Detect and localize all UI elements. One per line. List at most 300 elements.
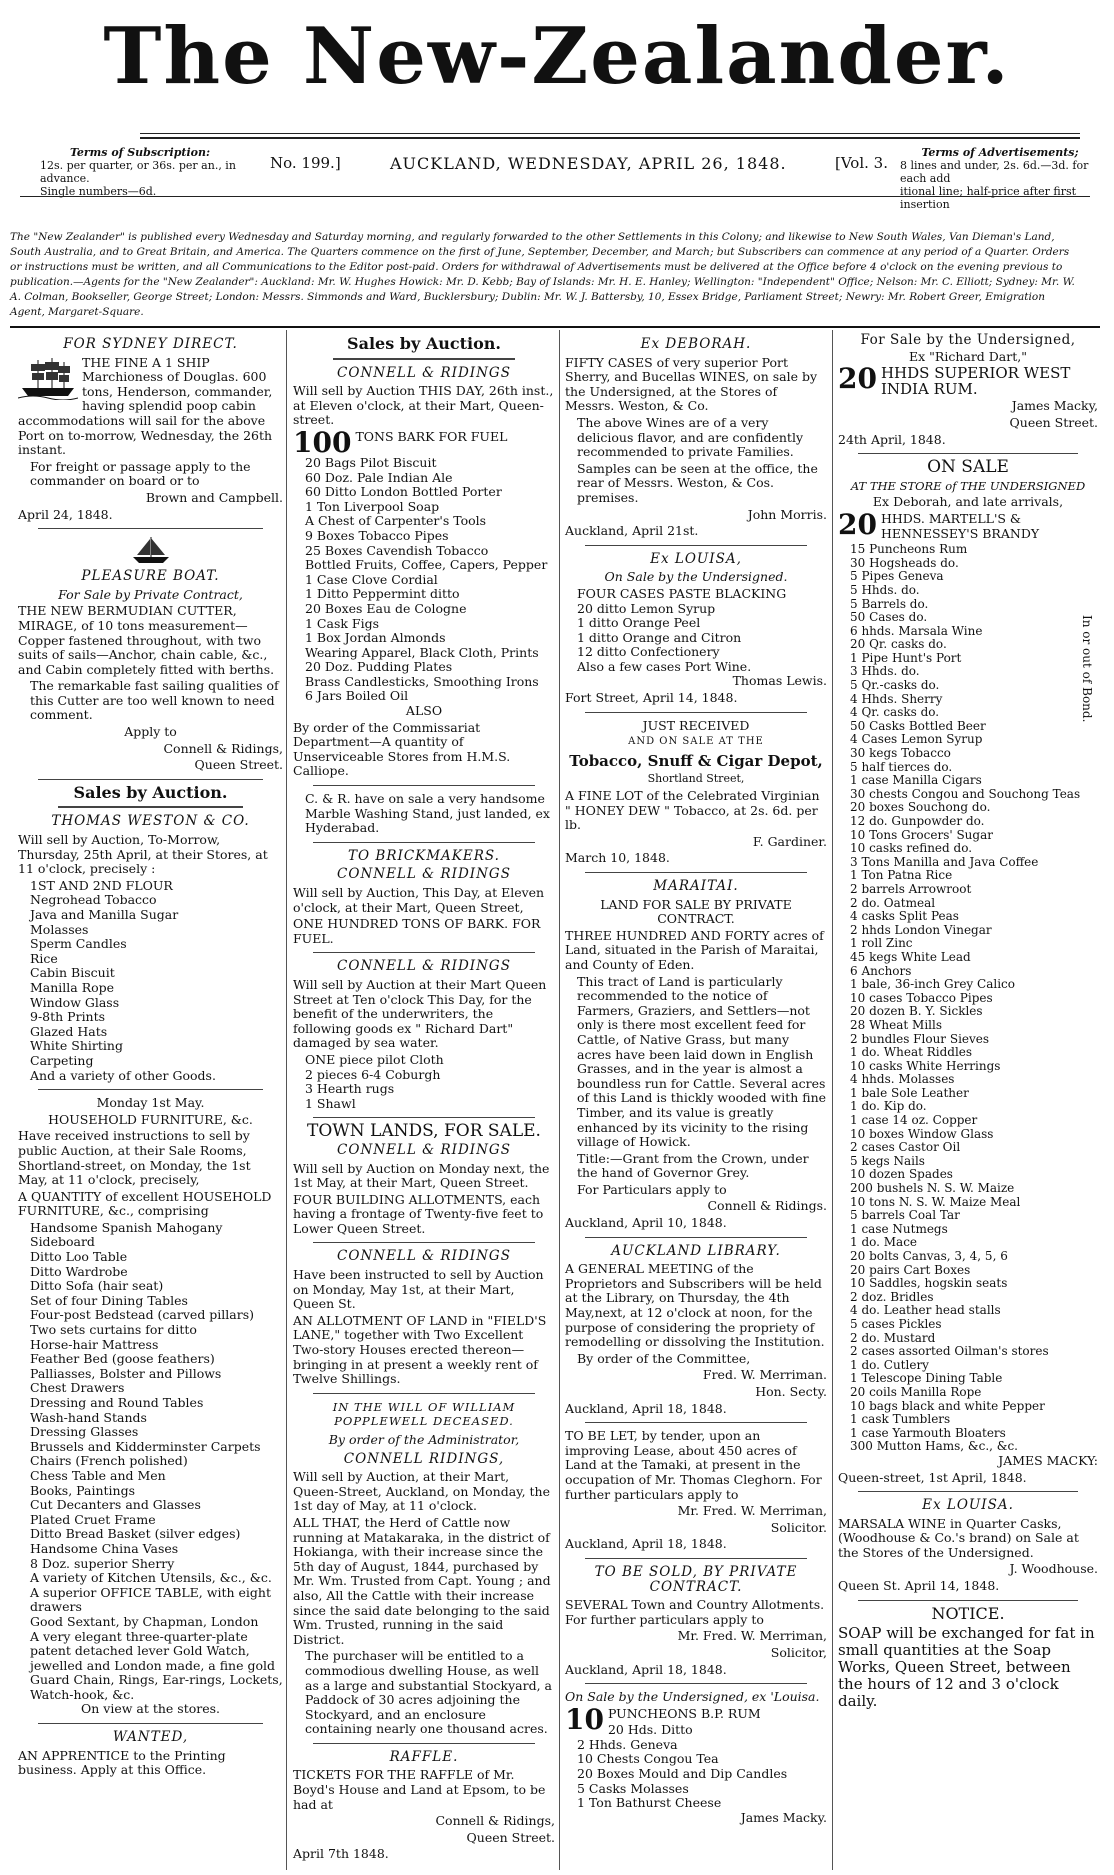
list-item: Sperm Candles xyxy=(30,936,127,952)
item-list xyxy=(18,879,283,1083)
ad-body: TO BE LET, by tender, upon an improving Lease, about 450 acres of Land at the Tamaki, at present in the occupation of Mr. Thomas Cleghorn. For further particulars apply to xyxy=(565,1428,822,1502)
ad-body: TICKETS FOR THE RAFFLE of Mr. Boyd's House and Land at Epsom, to be had at xyxy=(293,1767,546,1812)
ad-big-number: 20 xyxy=(838,507,877,541)
ad-heading: On Sale by the Undersigned, ex 'Louisa. xyxy=(565,1689,820,1705)
list-item: 20 dozen B. Y. Sickles xyxy=(850,1004,983,1019)
list-item: Window Glass xyxy=(30,994,120,1010)
list-item: 2 hhds London Vinegar xyxy=(850,922,992,937)
list-item: 10 boxes Window Glass xyxy=(850,1126,994,1141)
divider xyxy=(313,1393,535,1394)
list-item: A superior OFFICE TABLE, with eight drawers xyxy=(30,1584,271,1615)
list-item: 2 cases assorted Oilman's stores xyxy=(850,1344,1049,1359)
list-item: Glazed Hats xyxy=(30,1023,108,1039)
list-item: 25 Boxes Cavendish Tobacco xyxy=(305,542,489,558)
info-rule xyxy=(20,196,1090,197)
subscription-terms-line: 12s. per quarter, or 36s. per an., in advance. xyxy=(40,159,236,185)
list-item: 20 Hds. Ditto xyxy=(607,1722,693,1738)
ad-body: Will sell by Auction on Monday next, the 1st May, at their Mart, Queen Street. xyxy=(293,1160,550,1191)
divider xyxy=(313,1242,535,1243)
dateline: AUCKLAND, WEDNESDAY, APRIL 26, 1848. xyxy=(390,154,787,173)
list-item: Brass Candlesticks, Smoothing Irons xyxy=(305,673,539,689)
ad-date: April 24, 1848. xyxy=(18,506,113,522)
list-item: 20 Doz. Pudding Plates xyxy=(305,659,453,675)
list-item: Wash-hand Stands xyxy=(30,1409,147,1425)
ad-body: Have received instructions to sell by public Auction, at their Sale Rooms, Shortland-street, on Monday, the 1st May, at 11 o'clock, precisely, xyxy=(18,1128,251,1188)
ad-body: For freight or passage apply to the commander on board or to xyxy=(30,458,251,489)
ad-body: The remarkable fast sailing qualities of this Cutter are too well known to need comment. xyxy=(30,678,279,723)
ad-lead: TONS BARK FOR FUEL xyxy=(355,428,508,444)
list-item: White Shirting xyxy=(30,1038,123,1054)
ad-heading: Tobacco, Snuff & Cigar Depot, xyxy=(569,751,823,770)
ad-signature: Queen Street. xyxy=(194,757,283,773)
ad-body: ALSO xyxy=(405,703,443,719)
list-item: 20 bolts Canvas, 3, 4, 5, 6 xyxy=(850,1249,1008,1263)
list-item: 4 Hhds. Sherry xyxy=(850,691,943,706)
list-item: Palliasses, Bolster and Pillows xyxy=(30,1365,222,1381)
ad-body: FIFTY CASES of very superior Port Sherry, and Bucellas WINES, on sale by the Undersigned, at the Stores of Messrs. Weston, & Co. xyxy=(565,354,818,414)
list-item: 10 Saddles, hogskin seats xyxy=(850,1276,1008,1291)
list-item: 3 Hhds. do. xyxy=(850,664,920,679)
list-item: 1 roll Zinc xyxy=(850,936,913,951)
list-item: Ditto Loo Table xyxy=(30,1249,128,1265)
ad-signature: F. Gardiner. xyxy=(752,833,827,849)
ad-heading: THOMAS WESTON & CO. xyxy=(51,813,250,830)
list-item: 1 do. Mace xyxy=(850,1235,918,1250)
list-item: 1 Ton Liverpool Soap xyxy=(305,498,440,514)
list-item: 30 Hogsheads do. xyxy=(850,555,959,570)
list-item: 5 Qr.-casks do. xyxy=(850,678,940,693)
ad-body: SOAP will be exchanged for fat in small quantities at the Soap Works, Queen Street, between the hours of 12 and 3 o'clock daily. xyxy=(838,1624,1095,1711)
list-item: Wearing Apparel, Black Cloth, Prints xyxy=(305,644,539,660)
ad-signature: Mr. Fred. W. Merriman, xyxy=(677,1628,827,1644)
divider xyxy=(585,1237,807,1238)
ad-body: A GENERAL MEETING of the Proprietors and Subscribers will be held at the Library, on Thursday, the 4th May,next, at 12 o'clock at noon, for the purpose of considering the propriety of remodelling or dissolving the Institution. xyxy=(565,1261,825,1350)
ad-body: Apply to xyxy=(124,724,177,740)
ad-date: Auckland, April 21st. xyxy=(565,523,699,539)
list-item: 10 dozen Spades xyxy=(850,1167,953,1182)
ad-subheading: Shortland Street, xyxy=(647,772,745,786)
ad-subheading: Ex "Richard Dart," xyxy=(909,348,1027,364)
ad-heading: CONNELL RIDINGS, xyxy=(343,1450,505,1467)
list-item: And a variety of other Goods. xyxy=(30,1067,216,1083)
ad-date: Auckland, April 18, 1848. xyxy=(565,1400,727,1416)
list-item: 28 Wheat Mills xyxy=(850,1017,942,1032)
list-item: 12 do. Gunpowder do. xyxy=(850,814,985,828)
list-item: Bottled Fruits, Coffee, Capers, Pepper xyxy=(305,557,548,573)
advertisement-terms-heading: Terms of Advertisements; xyxy=(921,146,1079,159)
list-item: Handsome Spanish Mahogany Sideboard xyxy=(30,1219,223,1250)
column-3 xyxy=(565,333,827,1827)
ad-body: By order of the Commissariat Department—A quantity of Unserviceable Stores from H.M.S. Calliope. xyxy=(293,719,511,779)
ad-lead: HHDS SUPERIOR WEST INDIA RUM. xyxy=(880,364,1071,398)
list-item: 4 do. Leather head stalls xyxy=(850,1303,1001,1318)
list-item: 1 do. Wheat Riddles xyxy=(850,1045,973,1060)
list-item: 10 casks refined do. xyxy=(850,841,973,856)
list-item: A very elegant three-quarter-plate patent detached lever Gold Watch, jewelled and London made, a fine gold Guard Chain, Rings, Ear-rings, Lockets, Watch-hook, &c. xyxy=(30,1628,283,1702)
ad-body: AN ALLOTMENT OF LAND in "FIELD'S LANE," together with Two Excellent Two-story Houses erected thereon—bringing in at present a weekly rent of Twelve Shillings. xyxy=(293,1312,547,1387)
ad-body: This tract of Land is particularly recommended to the notice of Farmers, Graziers, and Settlers—not only is there most excellent feed for Cattle, of Native Grass, but many acres have been laid down in English Grasses, and in the year is almost a boundless run for Cattle. Several acres of this Land is thickly wooded with fine Timber, and its value is greatly enhanced by its vicinity to the rising village of Howick. xyxy=(577,973,827,1150)
list-item: ONE piece pilot Cloth xyxy=(305,1051,444,1067)
ad-signature: Thomas Lewis. xyxy=(732,673,827,689)
ad-heading: CONNELL & RIDINGS xyxy=(337,1248,511,1265)
ad-date: April 7th 1848. xyxy=(293,1846,389,1862)
list-item: Manilla Rope xyxy=(30,979,115,995)
list-item: 10 Chests Congou Tea xyxy=(577,1751,719,1767)
ad-subheading: AT THE STORE of THE UNDERSIGNED xyxy=(850,478,1086,493)
ad-body: A FINE LOT of the Celebrated Virginian " HONEY DEW " Tobacco, at 2s. 6d. per lb. xyxy=(565,788,820,833)
list-item: 4 Qr. casks do. xyxy=(850,705,940,720)
divider xyxy=(313,1743,535,1744)
boat-icon xyxy=(129,535,173,565)
item-list xyxy=(838,543,1098,1454)
list-item: 5 Pipes Geneva xyxy=(850,569,944,584)
list-item: 10 Tons Grocers' Sugar xyxy=(850,827,993,842)
ad-signature: James Macky. xyxy=(740,1809,827,1825)
ad-heading: For Sale by the Undersigned, xyxy=(860,332,1076,348)
section-heading: Sales by Auction. xyxy=(73,782,228,802)
ad-heading: RAFFLE. xyxy=(389,1748,459,1765)
ad-signature: Connell & Ridings, xyxy=(163,740,283,756)
item-list xyxy=(565,587,827,675)
list-item: Two sets curtains for ditto xyxy=(30,1322,197,1338)
ad-signature: James Macky, xyxy=(1011,398,1098,414)
list-item: Set of four Dining Tables xyxy=(30,1292,188,1308)
list-item: Also a few cases Port Wine. xyxy=(577,658,752,674)
ad-signature: J. Woodhouse. xyxy=(1009,1561,1098,1577)
list-item: 2 Hhds. Geneva xyxy=(577,1736,678,1752)
column-1 xyxy=(18,333,283,1780)
list-item: 1 Box Jordan Almonds xyxy=(305,630,446,646)
item-list xyxy=(293,1053,555,1111)
column-4 xyxy=(838,333,1098,1712)
ad-subheading: HOUSEHOLD FURNITURE, &c. xyxy=(48,1111,253,1127)
list-item: Ditto Wardrobe xyxy=(30,1263,128,1279)
list-item: 8 Doz. superior Sherry xyxy=(30,1555,175,1571)
ad-body: By order of the Committee, xyxy=(577,1350,751,1366)
list-item: Ditto Bread Basket (silver edges) xyxy=(30,1526,241,1542)
ad-date: March 10, 1848. xyxy=(565,850,670,866)
list-item: 1ST AND 2ND FLOUR xyxy=(30,877,173,893)
list-item: Feather Bed (goose feathers) xyxy=(30,1351,215,1367)
list-item: Plated Cruet Frame xyxy=(30,1511,156,1527)
ad-heading: Monday 1st May. xyxy=(96,1095,205,1111)
ad-heading: CONNELL & RIDINGS xyxy=(337,1141,511,1158)
divider xyxy=(38,779,263,780)
ad-body: The purchaser will be entitled to a commodious dwelling House, as well as a large and substantial Stockyard, a Paddock of 30 acres adjoining the Stockyard, and an enclosure containing nearly one thousand acres. xyxy=(305,1648,552,1737)
subscription-terms-heading: Terms of Subscription: xyxy=(69,146,211,159)
list-item: 1 ditto Orange and Citron xyxy=(577,629,742,645)
list-item: 20 Boxes Mould and Dip Candles xyxy=(577,1766,788,1782)
ad-heading: TOWN LANDS, FOR SALE. xyxy=(307,1121,541,1142)
list-item: 1 Ton Patna Rice xyxy=(850,868,953,883)
ad-body: Will sell by Auction, To-Morrow, Thursday, 25th April, at their Stores, at 11 o'clock, precisely : xyxy=(18,832,268,877)
masthead-title: The New-Zealander. xyxy=(103,11,1011,102)
list-item: 45 kegs White Lead xyxy=(850,949,971,964)
ad-date: Fort Street, April 14, 1848. xyxy=(565,690,738,706)
list-item: Handsome China Vases xyxy=(30,1540,179,1556)
list-item: A Chest of Carpenter's Tools xyxy=(305,513,487,529)
column-divider xyxy=(286,330,287,1870)
list-item: 60 Doz. Pale Indian Ale xyxy=(305,469,453,485)
list-item: 30 chests Congou and Souchong Teas xyxy=(850,786,1081,801)
ad-body: Samples can be seen at the office, the rear of Messrs. Weston, & Cos. premises. xyxy=(577,460,818,505)
list-item: 20 Qr. casks do. xyxy=(850,637,947,652)
list-item: 15 Puncheons Rum xyxy=(850,542,968,557)
list-item: Chairs (French polished) xyxy=(30,1453,188,1469)
list-item: 2 bundles Flour Sieves xyxy=(850,1031,990,1046)
ad-signature: JAMES MACKY: xyxy=(998,1452,1098,1468)
item-list xyxy=(565,1723,827,1811)
ad-heading: Ex LOUISA. xyxy=(922,1497,1014,1514)
list-item: Chest Drawers xyxy=(30,1380,125,1396)
divider xyxy=(585,1558,807,1559)
divider xyxy=(858,1600,1078,1601)
ad-signature: Mr. Fred. W. Merriman, xyxy=(677,1503,827,1519)
divider xyxy=(58,806,243,808)
ad-signature: John Morris. xyxy=(747,506,827,522)
list-item: 10 tons N. S. W. Maize Meal xyxy=(850,1194,1021,1209)
list-item: 20 Bags Pilot Biscuit xyxy=(305,454,437,470)
divider xyxy=(585,545,807,546)
list-item: 20 ditto Lemon Syrup xyxy=(577,600,716,616)
ad-body: Have been instructed to sell by Auction on Monday, May 1st, at their Mart, Queen St. xyxy=(293,1267,544,1312)
ad-heading: CONNELL & RIDINGS xyxy=(337,364,511,381)
divider xyxy=(38,1089,263,1090)
list-item: 2 cases Castor Oil xyxy=(850,1140,961,1155)
list-item: 6 hhds. Marsala Wine xyxy=(850,623,983,638)
ad-body: SEVERAL Town and Country Allotments. For further particulars apply to xyxy=(565,1597,825,1627)
ad-lead: HHDS. MARTELL'S & HENNESSEY'S BRANDY xyxy=(880,510,1040,541)
divider xyxy=(38,1723,263,1724)
list-item: 2 do. Oatmeal xyxy=(850,895,936,910)
list-item: 4 hhds. Molasses xyxy=(850,1072,955,1087)
ad-date: Auckland, April 18, 1848. xyxy=(565,1661,727,1677)
ad-body: Will sell by Auction, This Day, at Eleven o'clock, at their Mart, Queen Street, xyxy=(293,885,545,915)
list-item: 1 cask Tumblers xyxy=(850,1412,951,1427)
column-top-rule xyxy=(10,326,1100,328)
list-item: 1 Ton Bathurst Cheese xyxy=(577,1795,722,1811)
list-item: 1 Shawl xyxy=(305,1095,356,1111)
list-item: Rice xyxy=(30,950,58,966)
ad-heading: WANTED, xyxy=(112,1729,189,1746)
ad-lead: PUNCHEONS B.P. RUM xyxy=(607,1705,761,1721)
list-item: 3 Tons Manilla and Java Coffee xyxy=(850,854,1039,869)
list-item: Dressing Glasses xyxy=(30,1424,139,1440)
ad-heading: PLEASURE BOAT. xyxy=(81,568,220,585)
list-item: 2 pieces 6-4 Coburgh xyxy=(305,1066,441,1082)
list-item: 6 Jars Boiled Oil xyxy=(305,688,409,704)
list-item: Brussels and Kidderminster Carpets xyxy=(30,1438,261,1454)
ad-body: MARSALA WINE in Quarter Casks, (Woodhouse & Co.'s brand) on Sale at the Stores of the Undersigned. xyxy=(838,1515,1079,1560)
list-item: 50 Cases do. xyxy=(850,610,928,625)
advertisement-terms-line: itional line; half-price after first insertion xyxy=(900,185,1077,211)
column-2 xyxy=(293,333,555,1864)
ad-heading: AUCKLAND LIBRARY. xyxy=(611,1242,781,1259)
ad-body: Will sell by Auction THIS DAY, 26th inst., at Eleven o'clock, at their Mart, Queen-street. xyxy=(293,383,554,428)
list-item: 1 ditto Orange Peel xyxy=(577,615,701,631)
list-item: 9 Boxes Tobacco Pipes xyxy=(305,527,449,543)
publication-notice: The "New Zealander" is published every Wednesday and Saturday morning, and regularly forwarded to the other Settlements in this Colony; and likewise to New South Wales, Van Dieman's Land, South Australia, and to Great Britain, and America. The Quarters commence on the first of June, September, December, and March; but Subscribers can commence at any period of a Quarter. Orders or instructions must be written, and all Communications to the Editor post-paid. Orders for withdrawal of Advertisements must be delivered at the Office before 4 o'clock on the evening previous to publication.—Agents for the "New Zealander": Auckland: Mr. W. Hughes Howick: Mr. D. Kebb; Bay of Islands: Mr. H. E. Hanley; Wellington: "Independent" Office; Nelson: Mr. C. Elliott; Sydney: Mr. W. A. Colman, Bookseller, George Street; London: Messrs. Simmonds and Ward, Bucklersbury; Dublin: Mr. W. J. Battersby, 10, Essex Bridge, Parliament Street; Newry: Mr. Robert Greer, Emigration Agent, Margaret-Square. xyxy=(10,231,1075,318)
item-list xyxy=(293,456,555,704)
ad-subheading: By order of the Administrator, xyxy=(328,1432,520,1447)
list-item: 2 do. Mustard xyxy=(850,1330,936,1345)
column-divider xyxy=(832,330,833,1870)
ad-body: For Particulars apply to xyxy=(577,1181,727,1197)
ad-body: Ex Deborah, and late arrivals, xyxy=(872,494,1064,510)
ad-body: FOUR BUILDING ALLOTMENTS, each having a frontage of Twenty-five feet to Lower Queen Street. xyxy=(293,1191,544,1236)
ad-big-number: 10 xyxy=(565,1702,604,1736)
advertisement-terms-line: 8 lines and under, 2s. 6d.—3d. for each add xyxy=(900,159,1089,185)
divider xyxy=(313,952,535,953)
ad-body: THE FINE A 1 SHIP Marchioness of Douglas. 600 tons, Henderson, commander, having splendid poop cabin accommodations will sail for the above Port on to-morrow, Wednesday, the 26th instant. xyxy=(18,354,273,458)
divider xyxy=(858,1491,1078,1492)
subscription-terms-line: Single numbers—6d. xyxy=(40,185,157,198)
ad-signature: Solicitor. xyxy=(770,1519,827,1535)
list-item: 20 pairs Cart Boxes xyxy=(850,1262,971,1277)
list-item: 1 do. Cutlery xyxy=(850,1357,929,1372)
list-item: Cabin Biscuit xyxy=(30,965,115,981)
list-item: 1 case Manilla Cigars xyxy=(850,773,982,788)
divider xyxy=(313,785,535,786)
list-item: 2 barrels Arrowroot xyxy=(850,881,972,896)
ad-body: The above Wines are of a very delicious flavor, and are confidently recommended to private Families. xyxy=(577,414,804,460)
ad-heading: Ex LOUISA, xyxy=(650,550,742,567)
list-item: 6 Anchors xyxy=(850,963,912,978)
ad-heading: FOR SYDNEY DIRECT. xyxy=(63,336,238,352)
divider xyxy=(585,1683,807,1684)
ad-body: ALL THAT, the Herd of Cattle now running at Matakaraka, in the district of Hokianga, with their increase since the 5th day of August, 1844, purchased by Mr. Wm. Trusted from Capt. Young ; and also, All the Cattle with their increase since the said date belonging to the said Wm. Trusted, running in the said District. xyxy=(293,1514,551,1647)
list-item: 60 Ditto London Bottled Porter xyxy=(305,484,502,500)
list-item: 1 Ditto Peppermint ditto xyxy=(305,586,460,602)
list-item: 4 Cases Lemon Syrup xyxy=(850,732,983,747)
list-item: 4 casks Split Peas xyxy=(850,909,959,924)
ad-subheading: AND ON SALE AT THE xyxy=(628,736,764,748)
list-item: 5 barrels Coal Tar xyxy=(850,1208,960,1223)
ad-heading: CONNELL & RIDINGS xyxy=(337,866,511,883)
ad-body: C. & R. have on sale a very handsome Marble Washing Stand, just landed, ex Hyderabad. xyxy=(305,791,550,836)
list-item: Books, Paintings xyxy=(30,1482,136,1498)
ad-body: ONE HUNDRED TONS OF BARK. FOR FUEL. xyxy=(293,916,541,946)
list-item: 1 Case Clove Cordial xyxy=(305,571,438,587)
list-item: 50 Casks Bottled Beer xyxy=(850,718,986,733)
list-item: 20 boxes Souchong do. xyxy=(850,800,991,815)
list-item: 5 Casks Molasses xyxy=(577,1780,689,1796)
ad-big-number: 100 xyxy=(293,425,352,459)
ad-body: THREE HUNDRED AND FORTY acres of Land, situated in the Parish of Maraitai, and County of Eden. xyxy=(565,927,824,972)
list-item: 10 bags black and white Pepper xyxy=(850,1398,1045,1413)
divider xyxy=(313,842,535,843)
ad-signature: Brown and Campbell. xyxy=(145,489,283,505)
list-item: Good Sextant, by Chapman, London xyxy=(30,1613,259,1629)
list-item: Chess Table and Men xyxy=(30,1467,166,1483)
ad-signature: Hon. Secty. xyxy=(755,1384,827,1399)
ad-body: A QUANTITY of excellent HOUSEHOLD FURNITURE, &c., comprising xyxy=(18,1188,272,1219)
ad-heading: CONNELL & RIDINGS xyxy=(337,958,511,975)
list-item: 1 case 14 oz. Copper xyxy=(850,1113,978,1128)
list-item: 1 Cask Figs xyxy=(305,615,379,631)
list-item: Molasses xyxy=(30,921,89,937)
list-item: 30 kegs Tobacco xyxy=(850,746,951,761)
list-item: 3 Hearth rugs xyxy=(305,1081,395,1097)
ad-date: Queen-street, 1st April, 1848. xyxy=(838,1469,1027,1485)
list-item: Four-post Bedstead (carved pillars) xyxy=(30,1307,255,1323)
info-line xyxy=(40,146,1089,211)
list-item: 1 Telescope Dining Table xyxy=(850,1371,1003,1386)
bond-note: In or out of Bond. xyxy=(1080,615,1094,723)
ad-body: THE NEW BERMUDIAN CUTTER, MIRAGE, of 10 tons measurement—Copper fastened throughout, with two suits of sails—Anchor, chain cable, &c., and Cabin completely fitted with berths. xyxy=(18,603,275,677)
ad-heading: IN THE WILL OF WILLIAM POPPLEWELL DECEASED. xyxy=(332,1399,516,1429)
ad-body: On view at the stores. xyxy=(80,1701,221,1717)
list-item: 1 case Yarmouth Bloaters xyxy=(850,1425,1006,1440)
ad-body: Will sell by Auction, at their Mart, Queen-Street, Auckland, on Monday, the 1st day of May, at 11 o'clock. xyxy=(293,1469,550,1514)
ad-heading: ON SALE xyxy=(927,457,1009,478)
ad-subheading: On Sale by the Undersigned. xyxy=(604,569,788,585)
ad-date: Auckland, April 10, 1848. xyxy=(565,1215,727,1231)
divider xyxy=(858,453,1078,454)
ad-heading: Ex DEBORAH. xyxy=(640,336,752,352)
list-item: 9-8th Prints xyxy=(30,1009,106,1025)
ad-heading: JUST RECEIVED xyxy=(642,717,750,733)
list-item: 1 bale Sole Leather xyxy=(850,1085,969,1100)
divider xyxy=(585,712,807,713)
ad-signature: Connell & Ridings. xyxy=(707,1198,827,1214)
list-item: A variety of Kitchen Utensils, &c., &c. xyxy=(30,1570,272,1586)
ad-body: AN APPRENTICE to the Printing business. Apply at this Office. xyxy=(18,1747,226,1778)
masthead-rule xyxy=(140,133,1080,134)
ad-signature: Connell & Ridings, xyxy=(435,1813,555,1829)
list-item: 1 Pipe Hunt's Port xyxy=(850,650,962,665)
list-item: 20 coils Manilla Rope xyxy=(850,1384,982,1399)
issue-number: No. 199.] xyxy=(270,154,341,172)
ad-signature: Solicitor, xyxy=(770,1644,827,1660)
column-divider xyxy=(559,330,560,1870)
ad-body: Title:—Grant from the Crown, under the hand of Governor Grey. xyxy=(577,1150,809,1181)
list-item: 5 half tierces do. xyxy=(850,759,953,774)
list-item: Carpeting xyxy=(30,1052,94,1068)
ad-heading: TO BRICKMAKERS. xyxy=(348,847,500,864)
list-item: 5 Hhds. do. xyxy=(850,582,920,597)
ad-heading: MARAITAI. xyxy=(653,878,739,894)
divider xyxy=(333,358,515,360)
ad-body: Will sell by Auction at their Mart Queen Street at Ten o'clock This Day, for the benefit of the underwriters, the following goods ex " Richard Dart" damaged by sea water. xyxy=(293,976,547,1051)
divider xyxy=(313,1117,535,1118)
list-item: 20 Boxes Eau de Cologne xyxy=(305,600,467,616)
ad-heading: NOTICE. xyxy=(931,1603,1005,1623)
list-item: 12 ditto Confectionery xyxy=(577,644,720,660)
item-list xyxy=(18,1221,283,1703)
divider xyxy=(38,528,263,529)
list-item: Dressing and Round Tables xyxy=(30,1395,204,1410)
list-item: Ditto Sofa (hair seat) xyxy=(30,1278,164,1294)
ad-date: Queen St. April 14, 1848. xyxy=(838,1578,1000,1594)
list-item: 1 bale, 36-inch Grey Calico xyxy=(850,977,1015,992)
ad-subheading: LAND FOR SALE BY PRIVATE CONTRACT. xyxy=(600,896,792,927)
list-item: 10 casks White Herrings xyxy=(850,1058,1001,1073)
list-item: FOUR CASES PASTE BLACKING xyxy=(577,585,787,601)
divider xyxy=(585,1422,807,1423)
list-item: 5 cases Pickles xyxy=(850,1316,942,1331)
ad-subheading: For Sale by Private Contract, xyxy=(58,586,243,602)
list-item: 200 bushels N. S. W. Maize xyxy=(850,1181,1015,1196)
section-heading: Sales by Auction. xyxy=(347,334,501,353)
ad-signature: Queen Street. xyxy=(466,1829,555,1845)
list-item: 1 do. Kip do. xyxy=(850,1099,927,1114)
list-item: Java and Manilla Sugar xyxy=(30,907,179,922)
ship-icon xyxy=(18,356,78,400)
subscription-terms xyxy=(40,146,240,198)
advertisement-terms xyxy=(900,146,1100,211)
list-item: 5 kegs Nails xyxy=(850,1153,925,1168)
